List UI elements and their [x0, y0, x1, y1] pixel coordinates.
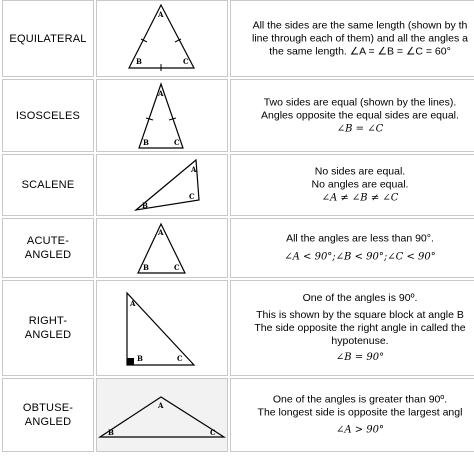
- description-cell: [230, 218, 474, 278]
- vertex-b-label: B: [143, 263, 149, 272]
- description: [235, 394, 474, 437]
- name-cell: [2, 0, 94, 77]
- description-line: No sides are equal.: [314, 165, 406, 178]
- vertex-c-label: C: [177, 354, 183, 363]
- description: [235, 233, 474, 264]
- name-cell: [2, 280, 94, 376]
- description-line: line through each of them) and all the angles a: [252, 32, 468, 44]
- name-line: ANGLED: [24, 416, 72, 428]
- description-line: This is shown by the square block at angle B: [256, 309, 464, 321]
- name-cell: [2, 378, 94, 452]
- table-row-obtuse-angled: [0, 378, 474, 452]
- name-cell: [2, 154, 94, 216]
- description-line: The longest side is opposite the largest angl: [257, 406, 463, 419]
- description: [235, 166, 474, 205]
- vertex-c-label: C: [210, 428, 216, 437]
- acute-triangle-diagram: [97, 219, 229, 279]
- description-cell: [230, 0, 474, 77]
- angle-relation: ∠A ≠ ∠B ≠ ∠C: [321, 192, 399, 204]
- description-line: All the angles are less than 90°.: [286, 232, 434, 245]
- scalene-triangle-diagram: [97, 155, 229, 217]
- vertex-a-label: A: [191, 165, 197, 174]
- description-line: The side opposite the right angle in called the: [254, 322, 466, 334]
- table-row-isosceles: [0, 79, 474, 152]
- angle-relation: ∠B = 90°: [335, 352, 385, 363]
- diagram-cell: [96, 79, 228, 152]
- vertex-c-label: C: [189, 192, 195, 201]
- right-angle-marker: [127, 358, 134, 365]
- triangle-type-name: [3, 401, 93, 429]
- description-line: Angles opposite the equal sides are equal.: [261, 109, 459, 121]
- triangle-type-name: [3, 234, 93, 262]
- triangle-type-name: EQUILATERAL: [9, 32, 87, 45]
- description-cell: [230, 280, 474, 376]
- vertex-b-label: B: [136, 57, 142, 66]
- vertex-b-label: B: [143, 138, 149, 147]
- description-line: hypotenuse.: [331, 335, 389, 347]
- vertex-a-label: A: [158, 228, 164, 237]
- vertex-c-label: C: [183, 57, 189, 66]
- vertex-b-label: B: [108, 428, 114, 437]
- diagram-cell: [96, 218, 228, 278]
- vertex-b-label: B: [142, 201, 148, 210]
- name-line: RIGHT-: [28, 315, 68, 327]
- diagram-cell: [96, 154, 228, 216]
- vertex-c-label: C: [174, 138, 180, 147]
- vertex-b-label: B: [137, 354, 143, 363]
- triangle-type-name: [3, 314, 93, 342]
- vertex-a-label: A: [130, 299, 136, 308]
- name-line: OBTUSE-: [22, 402, 74, 414]
- vertex-c-label: C: [174, 263, 180, 272]
- table-row-right-angled: [0, 280, 474, 376]
- description-line: All the sides are the same length (shown by th: [252, 19, 468, 31]
- diagram-cell: [96, 280, 228, 376]
- description-cell: [230, 154, 474, 216]
- name-line: ACUTE-: [26, 235, 70, 247]
- vertex-a-label: A: [158, 89, 164, 98]
- diagram-cell: [96, 0, 228, 77]
- name-line: ANGLED: [24, 329, 72, 341]
- description-cell: [230, 79, 474, 152]
- table-row-scalene: [0, 154, 474, 216]
- angle-relation: ∠A > 90°: [335, 424, 385, 436]
- triangle-type-name: SCALENE: [21, 179, 75, 191]
- angle-relation: ∠B = ∠C: [336, 123, 384, 134]
- description-line: Two sides are equal (shown by the lines).: [263, 96, 457, 108]
- description-cell: [230, 378, 474, 452]
- description: [235, 292, 474, 364]
- isosceles-triangle-diagram: [97, 80, 229, 153]
- description-line: the same length. ∠A = ∠B = ∠C = 60°: [269, 45, 451, 57]
- right-triangle-diagram: [97, 281, 229, 377]
- vertex-a-label: A: [158, 401, 164, 410]
- name-cell: [2, 218, 94, 278]
- name-cell: [2, 79, 94, 152]
- obtuse-triangle-diagram: [97, 379, 229, 453]
- description-line: One of the angles is greater than 90º.: [272, 393, 448, 406]
- name-line: ANGLED: [24, 249, 72, 261]
- table-row-acute-angled: [0, 218, 474, 278]
- equilateral-triangle-diagram: [97, 1, 229, 78]
- diagram-cell: [96, 378, 228, 452]
- description-line: One of the angles is 90º.: [302, 292, 418, 304]
- vertex-a-label: A: [158, 10, 164, 19]
- description: [235, 19, 474, 58]
- table-row-equilateral: [0, 0, 474, 77]
- description-line: No angles are equal.: [311, 178, 409, 191]
- description: [235, 96, 474, 135]
- triangle-type-name: ISOSCELES: [15, 109, 81, 122]
- angle-relation: ∠A < 90°;∠B < 90°;∠C < 90°: [284, 251, 436, 263]
